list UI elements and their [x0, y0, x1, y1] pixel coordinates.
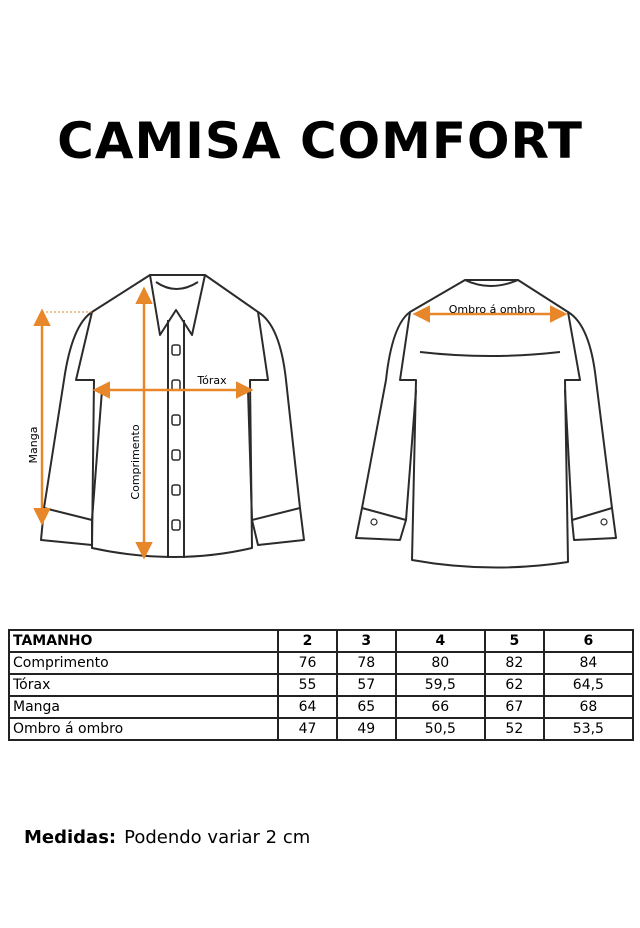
table-cell: 49 [337, 718, 396, 740]
table-cell: 84 [544, 652, 633, 674]
table-cell: 50,5 [396, 718, 485, 740]
table-row [9, 652, 633, 674]
table-header-cell: 2 [278, 630, 337, 652]
label-comprimento: Comprimento [129, 424, 142, 500]
table-cell: 65 [337, 696, 396, 718]
table-cell: 66 [396, 696, 485, 718]
table-row [9, 696, 633, 718]
measurement-note [24, 827, 310, 848]
table-cell: 67 [485, 696, 544, 718]
table-row [9, 718, 633, 740]
table-cell: Ombro á ombro [9, 718, 278, 740]
table-header-cell: 4 [396, 630, 485, 652]
note-text: Podendo variar 2 cm [124, 827, 311, 848]
table-cell: 59,5 [396, 674, 485, 696]
table-cell: 62 [485, 674, 544, 696]
table-cell: 64 [278, 696, 337, 718]
table-cell: 68 [544, 696, 633, 718]
table-cell: 76 [278, 652, 337, 674]
label-manga: Manga [27, 426, 40, 464]
table-cell: 78 [337, 652, 396, 674]
table-cell: 64,5 [544, 674, 633, 696]
table-header-cell: 5 [485, 630, 544, 652]
table-cell: 80 [396, 652, 485, 674]
table-cell: 47 [278, 718, 337, 740]
table-cell: 55 [278, 674, 337, 696]
table-cell: 52 [485, 718, 544, 740]
page-title: CAMISA COMFORT [57, 112, 583, 170]
table-cell: Comprimento [9, 652, 278, 674]
shirt-illustration [0, 240, 640, 580]
table-cell: Tórax [9, 674, 278, 696]
table-cell: 53,5 [544, 718, 633, 740]
table-cell: Manga [9, 696, 278, 718]
label-torax: Tórax [197, 374, 227, 387]
table-cell: 82 [485, 652, 544, 674]
table-header-cell: 3 [337, 630, 396, 652]
table-header-cell: TAMANHO [9, 630, 278, 652]
shirt-back-drawing [356, 280, 616, 568]
table-cell: 57 [337, 674, 396, 696]
table-row [9, 674, 633, 696]
label-ombro: Ombro á ombro [448, 303, 536, 316]
table-header-cell: 6 [544, 630, 633, 652]
table-header-row [9, 630, 633, 652]
note-label: Medidas: [24, 827, 117, 848]
size-table [8, 629, 634, 741]
